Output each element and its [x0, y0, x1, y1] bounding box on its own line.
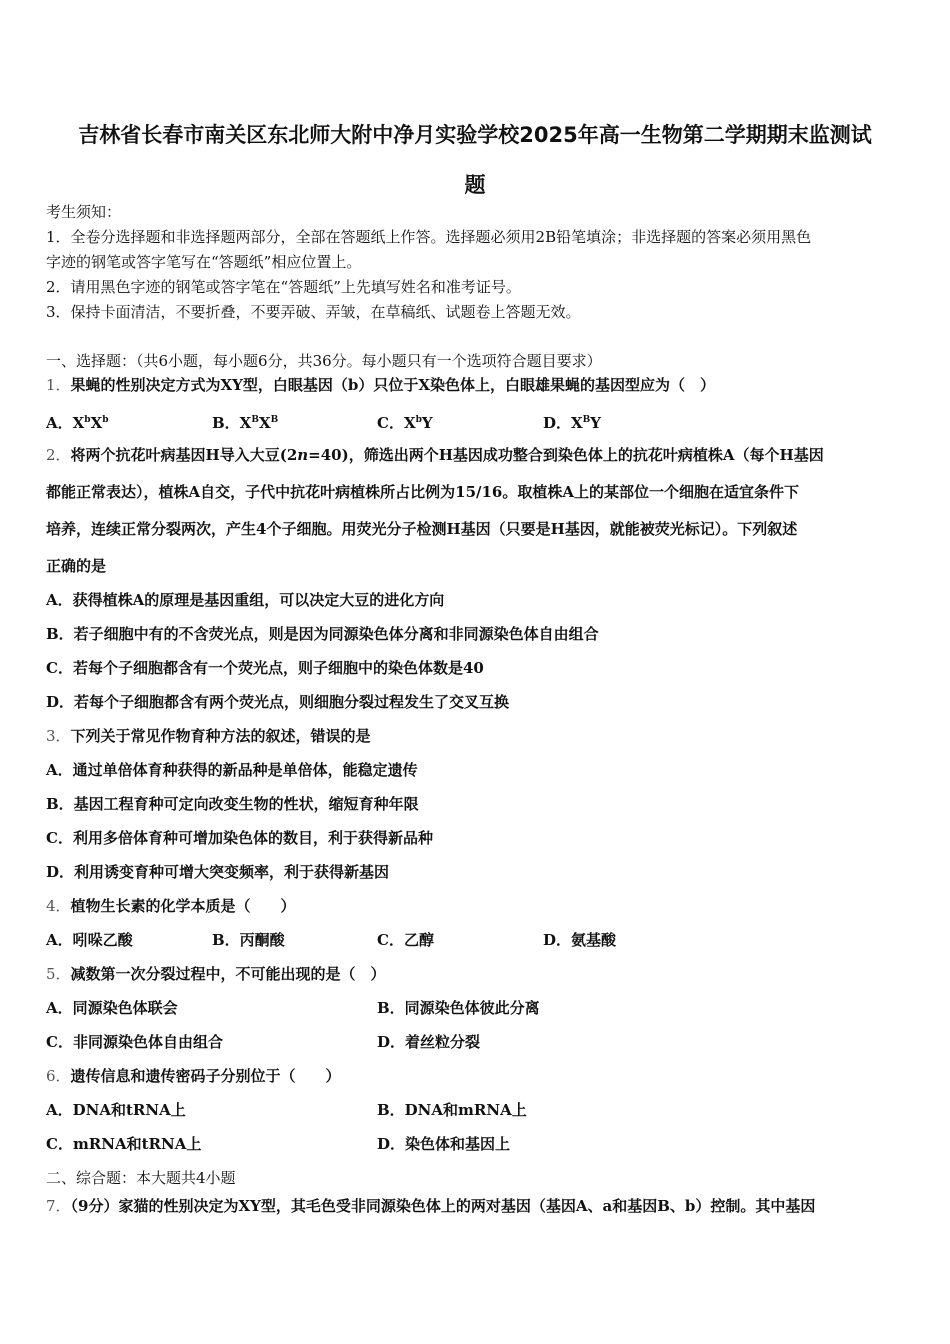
notice-item-2: 2．请用黑色字迹的钢笔或答字笔在“答题纸”上先填写姓名和准考证号。: [46, 278, 521, 296]
q4-option-b[interactable]: B．丙酮酸: [212, 931, 285, 949]
option-label: A．X: [46, 414, 85, 432]
q5-option-c[interactable]: C．非同源染色体自由组合: [46, 1033, 223, 1051]
q4-option-c[interactable]: C．乙醇: [377, 931, 434, 949]
q1-option-c[interactable]: [377, 410, 433, 433]
question-7: [46, 1196, 815, 1216]
superscript: B: [582, 415, 591, 425]
question-text: 遗传信息和遗传密码子分别位于（ ）: [70, 1067, 341, 1085]
question-6: [46, 1066, 341, 1086]
q3-option-b[interactable]: B．基因工程育种可定向改变生物的性状，缩短育种年限: [46, 795, 419, 813]
question-text: 将两个抗花叶病基因H导入大豆(2: [70, 446, 298, 464]
q1-option-a[interactable]: [46, 410, 109, 433]
question-number: 1．: [46, 376, 71, 394]
title-line-2: 题: [464, 173, 486, 197]
q3-option-c[interactable]: C．利用多倍体育种可增加染色体的数目，利于获得新品种: [46, 829, 433, 847]
question-text: =40)，筛选出两个H基因成功整合到染色体上的抗花叶病植株A（每个H基因: [308, 446, 824, 464]
question-4: [46, 896, 296, 916]
superscript: b: [415, 415, 422, 425]
italic-n: n: [297, 446, 309, 464]
question-2-line-3: 培养，连续正常分裂两次，产生4个子细胞。用荧光分子检测H基因（只要是H基因，就能被荧光标记）。下列叙述: [46, 520, 798, 538]
question-1: [46, 375, 715, 395]
option-label: D．X: [543, 414, 583, 432]
q2-option-c[interactable]: C．若每个子细胞都含有一个荧光点，则子细胞中的染色体数是40: [46, 659, 484, 677]
superscript: B: [270, 415, 279, 425]
q6-option-c[interactable]: C．mRNA和tRNA上: [46, 1135, 202, 1153]
question-text: 下列关于常见作物育种方法的叙述，错误的是: [70, 727, 371, 745]
q5-option-b[interactable]: B．同源染色体彼此分离: [377, 999, 540, 1017]
q6-option-b[interactable]: B．DNA和mRNA上: [377, 1101, 527, 1119]
question-number: 2．: [46, 446, 71, 464]
q1-option-d[interactable]: [543, 410, 601, 433]
question-text: 植物生长素的化学本质是（ ）: [70, 897, 296, 915]
question-number: 5．: [46, 965, 71, 983]
question-text: 果蝇的性别决定方式为XY型，白眼基因（b）只位于X染色体上，白眼雄果蝇的基因型应为（ ）: [70, 376, 716, 394]
q3-option-a[interactable]: A．通过单倍体育种获得的新品种是单倍体，能稳定遗传: [46, 761, 418, 779]
q6-option-d[interactable]: D．染色体和基因上: [377, 1135, 511, 1153]
notice-item-1a: 1．全卷分选择题和非选择题两部分，全部在答题纸上作答。选择题必须用2B铅笔填涂；非选择题的答案必须用黑色: [46, 228, 812, 246]
question-text: 减数第一次分裂过程中，不可能出现的是（ ）: [70, 965, 386, 983]
page-title: [40, 110, 910, 210]
notice-heading: 考生须知：: [46, 203, 122, 221]
section-2-heading: 二、综合题：本大题共4小题: [46, 1169, 236, 1187]
notice-item-3: 3．保持卡面清洁，不要折叠，不要弄破、弄皱，在草稿纸、试题卷上答题无效。: [46, 303, 581, 321]
q5-option-a[interactable]: A．同源染色体联会: [46, 999, 178, 1017]
q1-option-b[interactable]: [212, 410, 278, 433]
question-number: 6．: [46, 1067, 71, 1085]
question-text: （9分）家猫的性别决定为XY型，其毛色受非同源染色体上的两对基因（基因A、a和基因B、b）控制。其中基因: [70, 1197, 816, 1215]
option-text: X: [258, 414, 271, 432]
q4-option-d[interactable]: D．氨基酸: [543, 931, 617, 949]
superscript: b: [84, 415, 91, 425]
title-line-1: 吉林省长春市南关区东北师大附中净月实验学校2025年高一生物第二学期期末监测试: [78, 123, 872, 147]
question-2-line-1: [46, 445, 824, 465]
question-number: 4．: [46, 897, 71, 915]
notice-item-1b: 字迹的钢笔或答字笔写在“答题纸”相应位置上。: [46, 253, 362, 271]
q4-option-a[interactable]: A．吲哚乙酸: [46, 931, 133, 949]
question-2-line-4: 正确的是: [46, 557, 107, 575]
question-number: 3．: [46, 727, 71, 745]
section-1-heading: 一、选择题：（共6小题，每小题6分，共36分。每小题只有一个选项符合题目要求）: [46, 352, 602, 370]
q2-option-d[interactable]: D．若每个子细胞都含有两个荧光点，则细胞分裂过程发生了交叉互换: [46, 693, 510, 711]
option-label: C．X: [377, 414, 416, 432]
option-text: Y: [421, 414, 433, 432]
question-number: 7．: [46, 1197, 71, 1215]
option-label: B．X: [212, 414, 252, 432]
q2-option-b[interactable]: B．若子细胞中有的不含荧光点，则是因为同源染色体分离和非同源染色体自由组合: [46, 625, 599, 643]
question-2-line-2: 都能正常表达），植株A自交，子代中抗花叶病植株所占比例为15/16。取植株A上的某部位一个细胞在适宜条件下: [46, 483, 800, 501]
q3-option-d[interactable]: D．利用诱变育种可增大突变频率，利于获得新基因: [46, 863, 390, 881]
q6-option-a[interactable]: A．DNA和tRNA上: [46, 1101, 186, 1119]
question-3: [46, 726, 371, 746]
q2-option-a[interactable]: A．获得植株A的原理是基因重组，可以决定大豆的进化方向: [46, 591, 445, 609]
option-text: X: [90, 414, 103, 432]
question-5: [46, 964, 386, 984]
superscript: B: [251, 415, 259, 425]
option-text: Y: [590, 414, 601, 432]
q5-option-d[interactable]: D．着丝粒分裂: [377, 1033, 481, 1051]
superscript: b: [102, 415, 109, 425]
